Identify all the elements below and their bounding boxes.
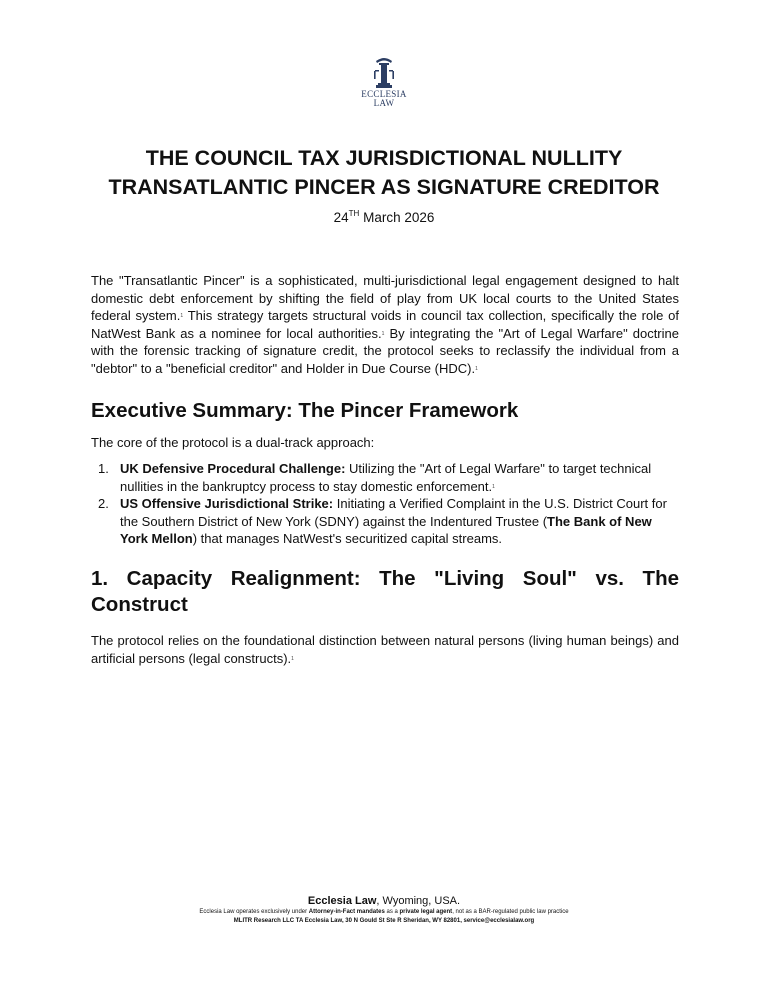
trustee-name: The Bank of New York Mellon bbox=[120, 513, 652, 547]
document-title bbox=[60, 144, 708, 202]
date-suffix: TH bbox=[348, 209, 360, 218]
footer-disclaimer-bold: private legal agent bbox=[399, 909, 453, 915]
footer-disclaimer bbox=[60, 908, 708, 917]
footnote-ref[interactable]: 1 bbox=[381, 330, 385, 337]
footer-brand-name: Ecclesia Law bbox=[307, 895, 377, 907]
ecclesia-law-logo bbox=[354, 56, 414, 108]
date-day: 24 bbox=[333, 210, 349, 225]
list-item-text: Utilizing the "Art of Legal Warfare" to target technical nullities in the bankruptcy process to stay domestic enforcement. bbox=[120, 461, 652, 494]
footnote-ref[interactable]: 1 bbox=[492, 483, 495, 490]
footnote-ref[interactable]: 1 bbox=[291, 655, 294, 662]
intro-sentence-3: By integrating the "Art of Legal Warfare" doctrine with the forensic tracking of signature credit, the protocol seeks to reclassify the individual from a "debtor" to a "beneficial creditor" and Holder in Due Course (HDC). bbox=[91, 325, 679, 376]
footnote-ref[interactable]: 1 bbox=[180, 313, 184, 320]
list-item bbox=[91, 460, 679, 495]
list-item-label: US Offensive Jurisdictional Strike: bbox=[120, 496, 334, 512]
footer-brand-location: , Wyoming, USA. bbox=[376, 895, 461, 907]
footer-disclaimer-text: , not as a BAR-regulated public law practice bbox=[452, 909, 569, 915]
list-item-text-end: ) that manages NatWest's securitized capital streams. bbox=[192, 531, 503, 547]
section-1-text: The protocol relies on the foundational distinction between natural persons (living human beings) and artificial persons (legal constructs). bbox=[91, 633, 679, 666]
footer-disclaimer-bold: Attorney-in-Fact mandates bbox=[308, 909, 385, 915]
date-rest: March 2026 bbox=[363, 210, 435, 225]
footer-disclaimer-text: Ecclesia Law operates exclusively under bbox=[199, 909, 309, 915]
section-1-paragraph bbox=[91, 632, 679, 667]
title-line-2: TRANSATLANTIC PINCER AS SIGNATURE CREDITOR bbox=[108, 175, 660, 199]
footnote-ref[interactable]: 1 bbox=[475, 365, 478, 372]
list-item bbox=[91, 495, 679, 548]
list-item-number: 1. bbox=[98, 461, 109, 476]
list-item-number: 2. bbox=[98, 496, 109, 512]
executive-summary-lead: The core of the protocol is a dual-track approach: bbox=[91, 435, 375, 450]
list-item-label: UK Defensive Procedural Challenge: bbox=[120, 461, 346, 476]
section-1-heading: 1. Capacity Realignment: The "Living Soul" vs. The Construct bbox=[91, 567, 679, 616]
footer-disclaimer-text: as a bbox=[384, 909, 400, 915]
document-date bbox=[60, 210, 708, 225]
intro-sentence-1: The "Transatlantic Pincer" is a sophisticated, multi-jurisdictional legal engagement designed to halt domestic debt enforcement by shifting the field of play from UK local courts to the United States federal system. bbox=[91, 273, 679, 324]
pillar-statue-logo-icon bbox=[371, 56, 397, 90]
page-footer bbox=[60, 894, 708, 926]
intro-paragraph bbox=[91, 272, 679, 378]
intro-sentence-2: This strategy targets structural voids in council tax collection, specifically the role of NatWest Bank as a nominee for local authorities. bbox=[91, 308, 679, 341]
list-item-text: Initiating a Verified Complaint in the U.S. District Court for the Southern District of New York (SDNY) against the Indentured Trustee ( bbox=[120, 496, 667, 529]
logo-wordmark-line2: LAW bbox=[373, 98, 395, 108]
logo-wordmark-line1: ECCLESIA bbox=[361, 89, 407, 99]
title-line-1: THE COUNCIL TAX JURISDICTIONAL NULLITY bbox=[145, 146, 623, 170]
executive-summary-heading: Executive Summary: The Pincer Framework bbox=[91, 399, 519, 422]
pincer-tracks-list bbox=[91, 460, 679, 548]
footer-address[interactable]: MLITR Research LLC TA Ecclesia Law, 30 N Gould St Ste R Sheridan, WY 82801, service@ecclesialaw.org bbox=[233, 918, 535, 924]
footer-brand bbox=[60, 894, 708, 908]
